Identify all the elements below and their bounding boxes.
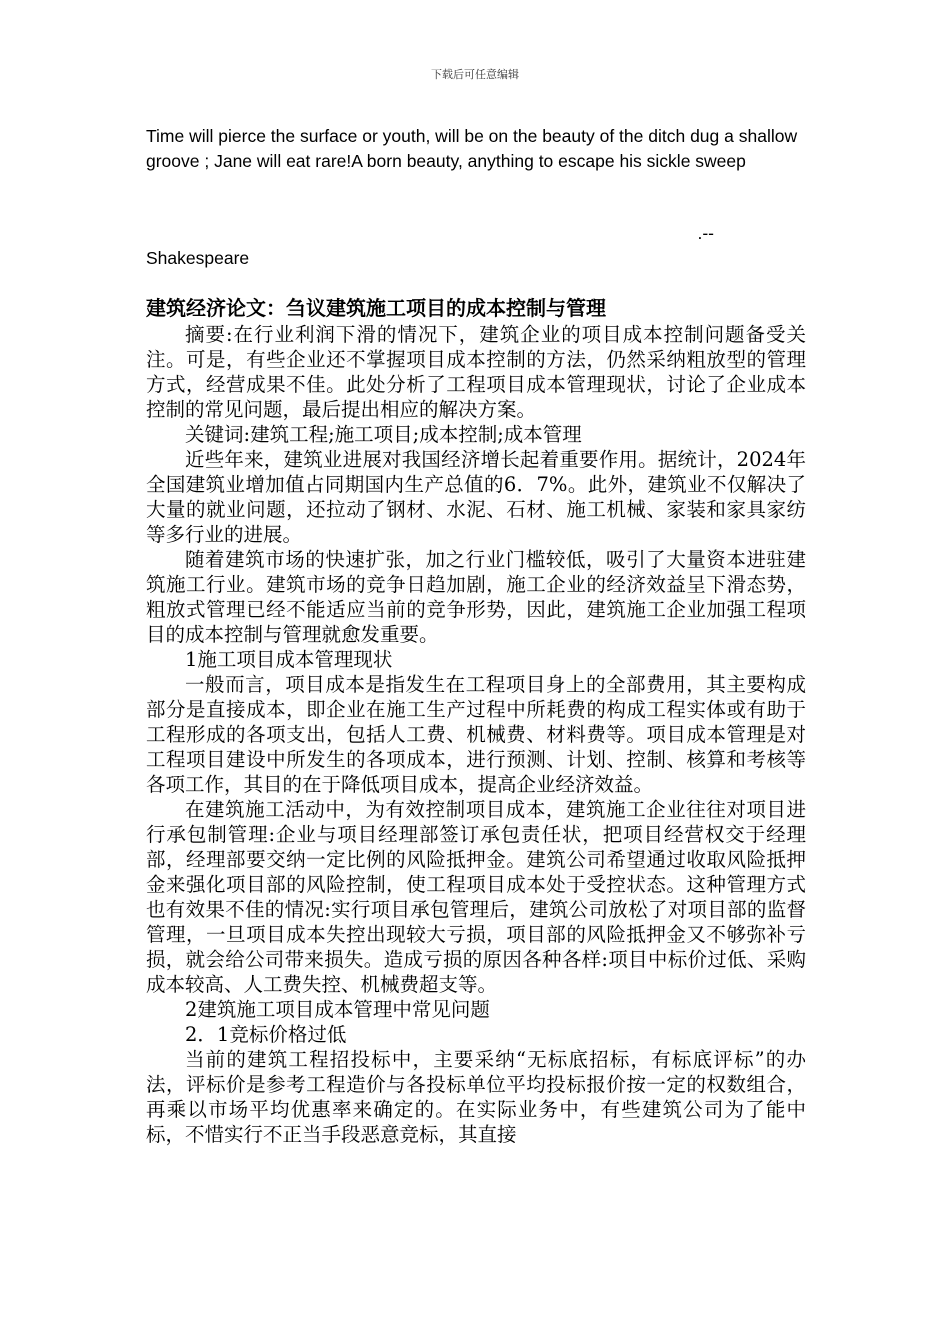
quote-text: Time will pierce the surface or youth, will be on the beauty of the ditch dug a shallow groove ; Jane will eat rare!A born beauty, anything to escape his sickle sweep [146,126,798,171]
quote-dash: .-- [697,223,714,243]
abstract-paragraph: 摘要:在行业利润下滑的情况下，建筑企业的项目成本控制问题备受关注。可是，有些企业还不掌握项目成本控制的方法，仍然采纳粗放型的管理方式，经营成果不佳。此处分析了工程项目成本管理现状，讨论了企业成本控制的常见问题，最后提出相应的解决方案。 [146,323,806,421]
body-paragraph: 一般而言，项目成本是指发生在工程项目身上的全部费用，其主要构成部分是直接成本，即企业在施工生产过程中所耗费的构成工程实体或有助于工程形成的各项支出，包括人工费、机械费、材料费等。项目成本管理是对工程项目建设中所发生的各项成本，进行预测、计划、控制、核算和考核等各项工作，其目的在于降低项目成本，提高企业经济效益。 [146,673,806,796]
article-body [146,294,806,1147]
article-title: 建筑经济论文：刍议建筑施工项目的成本控制与管理 [146,296,606,320]
quote-author: Shakespeare [146,248,250,268]
subsection-heading: 2．1竞标价格过低 [185,1023,347,1046]
body-paragraph: 近些年来，建筑业进展对我国经济增长起着重要作用。据统计，2024年全国建筑业增加值占同期国内生产总值的6．7%。此外，建筑业不仅解决了大量的就业问题，还拉动了钢材、水泥、石材、施工机械、家装和家具家纺等多行业的进展。 [146,448,806,546]
header-note: 下载后可任意编辑 [431,68,519,81]
body-paragraph: 当前的建筑工程招投标中，主要采纳“无标底招标，有标底评标”的办法，评标价是参考工程造价与各投标单位平均投标报价按一定的权数组合，再乘以市场平均优惠率来确定的。在实际业务中，有些建筑公司为了能中标，不惜实行不正当手段恶意竞标，其直接 [146,1048,806,1146]
keywords-paragraph: 关键词:建筑工程;施工项目;成本控制;成本管理 [185,423,582,446]
section-heading: 2建筑施工项目成本管理中常见问题 [185,998,490,1021]
body-paragraph: 随着建筑市场的快速扩张，加之行业门槛较低，吸引了大量资本进驻建筑施工行业。建筑市场的竞争日趋加剧，施工企业的经济效益呈下滑态势，粗放式管理已经不能适应当前的竞争形势，因此，建筑施工企业加强工程项目的成本控制与管理就愈发重要。 [146,548,806,646]
section-heading: 1施工项目成本管理现状 [185,648,393,671]
body-paragraph: 在建筑施工活动中，为有效控制项目成本，建筑施工企业往往对项目进行承包制管理:企业与项目经理部签订承包责任状，把项目经营权交于经理部，经理部要交纳一定比例的风险抵押金。建筑公司希望通过收取风险抵押金来强化项目部的风险控制，使工程项目成本处于受控状态。这种管理方式也有效果不佳的情况:实行项目承包管理后，建筑公司放松了对项目部的监督管理，一旦项目成本失控出现较大亏损，项目部的风险抵押金又不够弥补亏损，就会给公司带来损失。造成亏损的原因各种各样:项目中标价过低、采购成本较高、人工费失控、机械费超支等。 [146,798,806,996]
